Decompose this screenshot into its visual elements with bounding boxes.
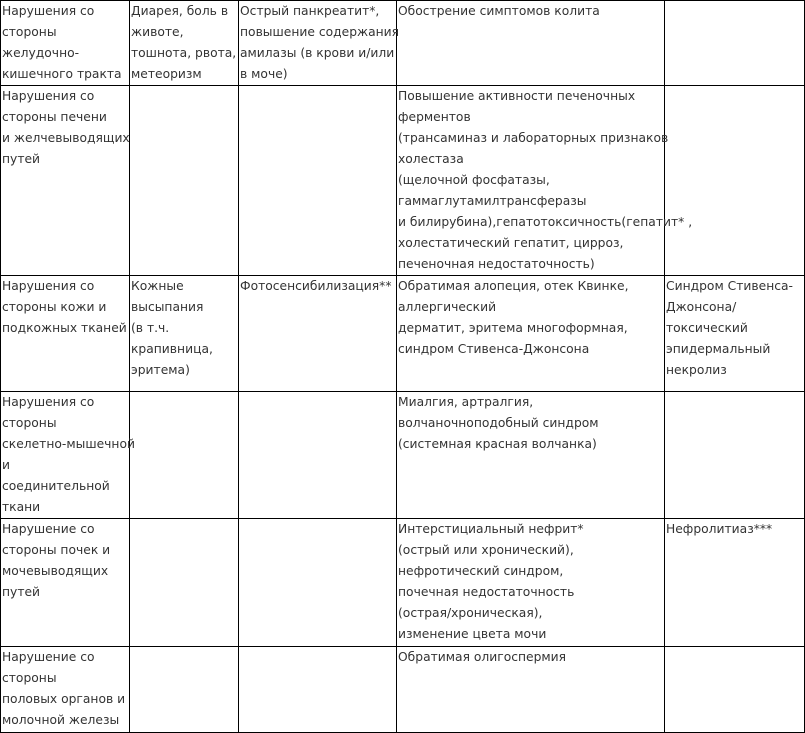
frequency-cell xyxy=(397,276,665,392)
frequency-cell xyxy=(239,1,400,86)
frequency-cell xyxy=(239,276,397,392)
cell-line: изменение цвета мочи xyxy=(398,627,547,641)
cell-line: Миалгия, артралгия, xyxy=(398,395,534,409)
frequency-cell xyxy=(239,519,397,647)
organ-system-cell xyxy=(1,276,130,392)
cell-line: Кожные xyxy=(131,279,184,293)
cell-line: (системная красная волчанка) xyxy=(398,437,597,451)
cell-line: Нарушения со xyxy=(2,4,95,18)
cell-line: Нарушения со xyxy=(2,279,95,293)
frequency-cell xyxy=(665,276,805,392)
frequency-cell xyxy=(130,519,239,647)
organ-system-cell xyxy=(1,1,130,86)
frequency-cell xyxy=(130,392,239,519)
frequency-cell xyxy=(239,647,397,733)
cell-line: токсический xyxy=(666,321,748,335)
cell-line: эритема) xyxy=(131,363,190,377)
cell-line: Фотосенсибилизация** xyxy=(240,279,392,293)
cell-line: Джонсона/ xyxy=(666,300,737,314)
frequency-cell xyxy=(665,1,805,86)
table-row xyxy=(1,392,805,519)
cell-line: Нефролитиаз*** xyxy=(666,522,773,536)
cell-line: почечная недостаточность xyxy=(398,585,575,599)
cell-line: подкожных тканей xyxy=(2,321,127,335)
cell-line: (острая/хроническая), xyxy=(398,606,543,620)
cell-line: тошнота, рвота, xyxy=(131,46,237,60)
cell-line: некролиз xyxy=(666,363,727,377)
cell-line: волчаночноподобный синдром xyxy=(398,416,599,430)
frequency-cell xyxy=(397,519,665,647)
organ-system-cell xyxy=(1,392,135,519)
cell-line: эпидермальный xyxy=(666,342,771,356)
cell-line: Диарея, боль в xyxy=(131,4,229,18)
cell-line: Нарушения со xyxy=(2,395,95,409)
frequency-cell xyxy=(239,392,397,519)
frequency-cell xyxy=(665,86,805,276)
cell-line: и xyxy=(2,458,10,472)
frequency-cell xyxy=(130,647,239,733)
table-row xyxy=(1,519,805,647)
cell-line: Обострение симптомов колита xyxy=(398,4,600,18)
cell-line: стороны xyxy=(2,416,57,430)
cell-line: холестатический гепатит, цирроз, xyxy=(398,236,624,250)
cell-line: гаммаглутамилтрансферазы xyxy=(398,194,587,208)
organ-system-cell xyxy=(1,86,130,276)
frequency-cell xyxy=(665,647,805,733)
cell-line: стороны кожи и xyxy=(2,300,107,314)
cell-line: в моче) xyxy=(240,67,288,81)
cell-line: ферментов xyxy=(398,110,471,124)
cell-line: аллергический xyxy=(398,300,497,314)
cell-line: повышение содержания xyxy=(240,25,400,39)
cell-line: стороны xyxy=(2,671,57,685)
cell-line: нефротический синдром, xyxy=(398,564,564,578)
cell-line: синдром Стивенса-Джонсона xyxy=(398,342,590,356)
frequency-cell xyxy=(239,86,397,276)
cell-line: путей xyxy=(2,152,41,166)
frequency-cell xyxy=(397,647,665,733)
cell-line: Обратимая олигоспермия xyxy=(398,650,567,664)
cell-line: Обратимая алопеция, отек Квинке, xyxy=(398,279,629,293)
cell-line: стороны xyxy=(2,25,57,39)
frequency-cell xyxy=(397,1,665,86)
cell-line: Интерстициальный нефрит* xyxy=(398,522,584,536)
cell-line: Нарушение со xyxy=(2,522,95,536)
frequency-cell xyxy=(130,276,239,392)
organ-system-cell xyxy=(1,647,130,733)
cell-line: амилазы (в крови и/или xyxy=(240,46,395,60)
cell-line: молочной железы xyxy=(2,713,120,727)
cell-line: Острый панкреатит*, xyxy=(240,4,380,18)
frequency-cell xyxy=(397,86,693,276)
cell-line: Нарушение со xyxy=(2,650,95,664)
frequency-cell xyxy=(130,86,239,276)
table-row xyxy=(1,86,805,276)
cell-line: кишечного тракта xyxy=(2,67,122,81)
frequency-cell xyxy=(665,392,805,519)
frequency-cell xyxy=(397,392,665,519)
cell-line: и билирубина),гепатотоксичность(гепатит* , xyxy=(398,215,693,229)
cell-line: ткани xyxy=(2,500,41,514)
cell-line: животе, xyxy=(131,25,184,39)
cell-line: метеоризм xyxy=(131,67,202,81)
cell-line: крапивница, xyxy=(131,342,213,356)
cell-line: желудочно- xyxy=(2,46,80,60)
table-body xyxy=(1,1,805,733)
table-row xyxy=(1,647,805,733)
cell-line: стороны почек и xyxy=(2,543,111,557)
cell-line: печеночная недостаточность) xyxy=(398,257,595,271)
table-row xyxy=(1,1,805,86)
cell-line: высыпания xyxy=(131,300,204,314)
cell-line: (щелочной фосфатазы, xyxy=(398,173,550,187)
frequency-cell xyxy=(130,1,239,86)
cell-line: дерматит, эритема многоформная, xyxy=(398,321,628,335)
cell-line: Повышение активности печеночных xyxy=(398,89,636,103)
organ-system-cell xyxy=(1,519,130,647)
cell-line: холестаза xyxy=(398,152,464,166)
cell-line: скелетно-мышечной xyxy=(2,437,135,451)
cell-line: (трансаминаз и лабораторных признаков xyxy=(398,131,669,145)
cell-line: мочевыводящих xyxy=(2,564,109,578)
cell-line: половых органов и xyxy=(2,692,126,706)
table-row xyxy=(1,276,805,392)
cell-line: (острый или хронический), xyxy=(398,543,574,557)
cell-line: и желчевыводящих xyxy=(2,131,130,145)
cell-line: соединительной xyxy=(2,479,110,493)
cell-line: (в т.ч. xyxy=(131,321,170,335)
frequency-cell xyxy=(665,519,805,647)
cell-line: путей xyxy=(2,585,41,599)
cell-line: Синдром Стивенса- xyxy=(666,279,793,293)
cell-line: стороны печени xyxy=(2,110,107,124)
cell-line: Нарушения со xyxy=(2,89,95,103)
